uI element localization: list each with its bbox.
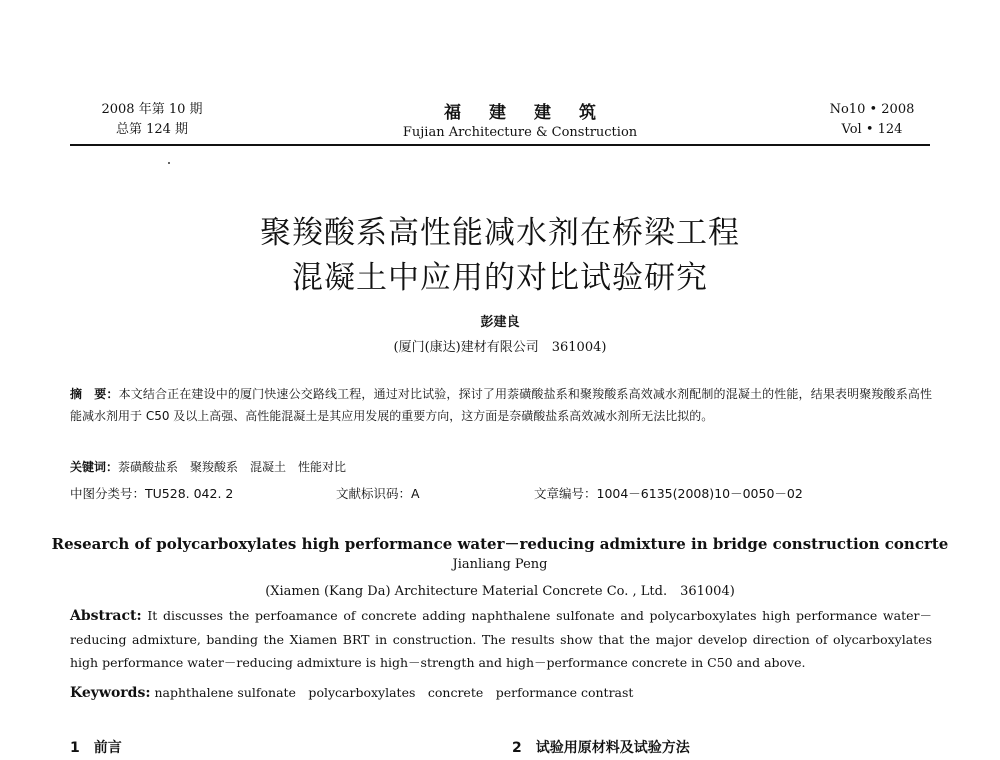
clc-number: 中图分类号：TU528. 042. 2 [70, 486, 234, 501]
paper-title-line1: 聚羧酸系高性能减水剂在桥梁工程 [260, 215, 740, 251]
author-affiliation: (厦门(康达)建材有限公司 361004) [393, 340, 607, 355]
speck [168, 162, 170, 164]
paper-title-line2: 混凝土中应用的对比试验研究 [292, 260, 708, 296]
abstract-cn-label: 摘 要： [70, 387, 119, 401]
keywords-en [70, 683, 633, 701]
issue-info [92, 100, 212, 140]
volume-number: Vol • 124 [841, 122, 903, 137]
english-title: Research of polycarboxylates high performance water－reducing admixture in bridge construction concrte [51, 535, 949, 553]
author-name: 彭建良 [480, 315, 520, 330]
header-rule [70, 144, 930, 146]
keywords-en-label: Keywords: [70, 685, 151, 701]
journal-name-en: Fujian Architecture & Construction [402, 125, 638, 140]
abstract-en-label: Abstract: [70, 608, 142, 624]
volume-info [822, 100, 922, 140]
keywords-cn [70, 458, 346, 475]
section-heading-2: 2 试验用原材料及试验方法 [512, 740, 690, 756]
issue-year: No10 • 2008 [829, 102, 915, 117]
total-issue: 总第 124 期 [115, 122, 189, 137]
journal-name-cn: 福建建筑 [444, 103, 624, 123]
journal-name [370, 98, 670, 140]
english-affiliation: (Xiamen (Kang Da) Architecture Material Concrete Co. , Ltd. 361004) [265, 584, 735, 599]
abstract-cn-text: 本文结合正在建设中的厦门快速公交路线工程，通过对比试验，探讨了用萘磺酸盐系和聚羧酸系高效减水剂配制的混凝土的性能，结果表明聚羧酸系高性能减水剂用于 C50 及以上高强、高性能混凝土是其应用发展的重要方向，这方面是奈磺酸盐系高效减水剂所无法比拟的。 [70, 387, 932, 423]
keywords-cn-text: 萘磺酸盐系 聚羧酸系 混凝土 性能对比 [118, 460, 347, 474]
classification-row [70, 484, 932, 502]
section-heading-1: 1 前言 [70, 740, 122, 756]
abstract-en [70, 604, 932, 674]
english-author: Jianliang Peng [452, 557, 548, 572]
document-code: 文献标识码：A [336, 486, 420, 501]
abstract-en-text: It discusses the perfoamance of concrete adding naphthalene sulfonate and polycarboxylates high performance water－reducing admixture, banding the Xiamen BRT in construction. The results show that the major develop direction of olycarboxylates high performance water－reducing admixture is high－strength and high－performance concrete in C50 and above. [70, 608, 932, 670]
keywords-cn-label: 关键词： [70, 460, 119, 474]
keywords-en-text: naphthalene sulfonate polycarboxylates concrete performance contrast [154, 685, 634, 700]
abstract-cn [70, 383, 932, 427]
article-number: 文章编号：1004－6135(2008)10－0050－02 [534, 486, 803, 501]
issue-number: 2008 年第 10 期 [101, 102, 203, 117]
